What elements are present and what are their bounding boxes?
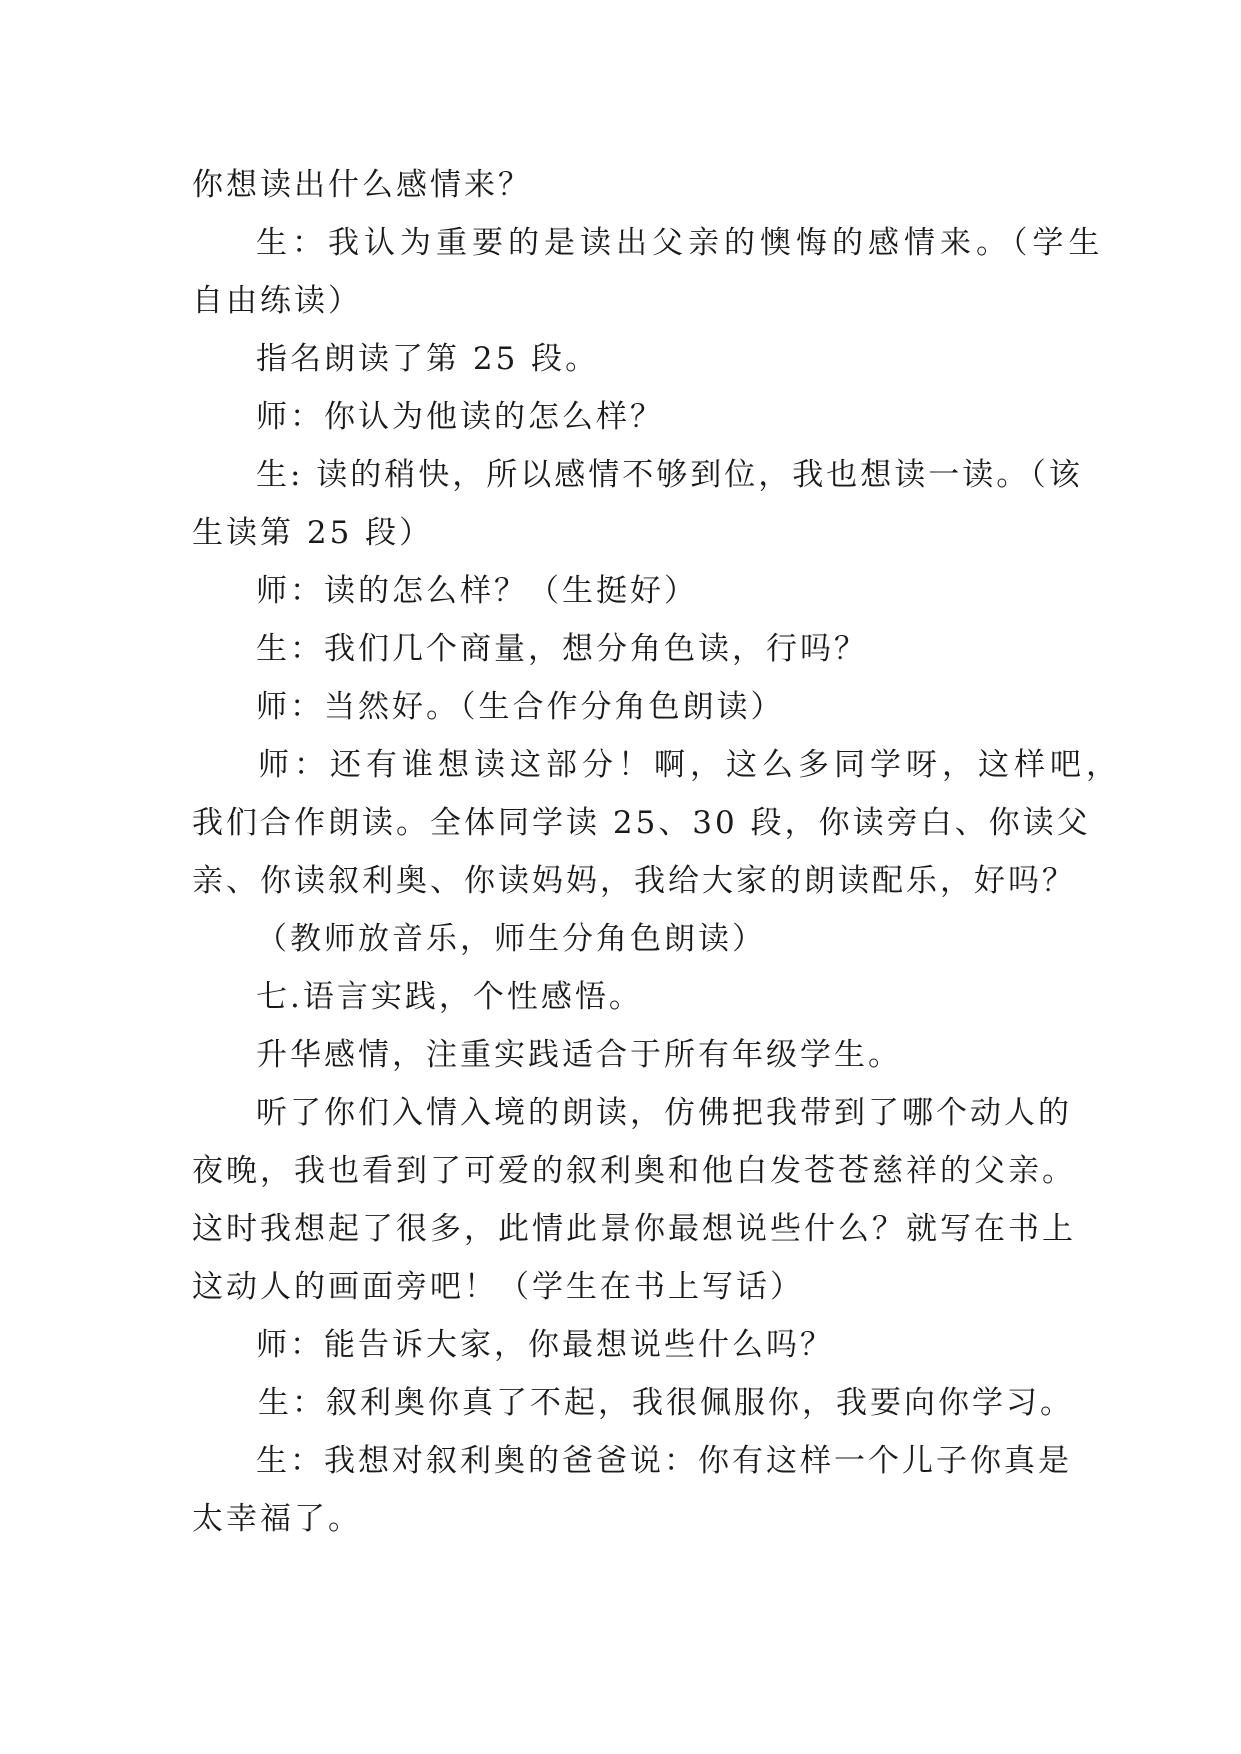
text-line: 七.语言实践，个性感悟。 — [256, 979, 643, 1015]
text-line: 师：你认为他读的怎么样？ — [256, 399, 664, 435]
text-line: 生：我们几个商量，想分角色读，行吗？ — [256, 631, 868, 667]
text-line: 师：还有谁想读这部分！啊，这么多同学呀，这样吧， — [258, 747, 1122, 783]
text-line: 师：读的怎么样？（生挺好） — [256, 573, 698, 609]
text-line: 师：能告诉大家，你最想说些什么吗？ — [256, 1327, 834, 1363]
text-line: 太幸福了。 — [192, 1501, 362, 1537]
text-line: 生：我认为重要的是读出父亲的懊悔的感情来。（学生 — [256, 225, 1105, 261]
text-line: 自由练读） — [192, 283, 362, 319]
text-line: 指名朗读了第 25 段。 — [256, 341, 600, 377]
text-line: 夜晚，我也看到了可爱的叙利奥和他白发苍苍慈祥的父亲。 — [192, 1153, 1076, 1189]
text-line: 师：当然好。（生合作分角色朗读） — [256, 689, 785, 725]
text-line: 亲、你读叙利奥、你读妈妈，我给大家的朗读配乐，好吗？ — [192, 863, 1076, 899]
text-line: 听了你们入情入境的朗读，仿佛把我带到了哪个动人的 — [256, 1095, 1072, 1131]
text-line: 你想读出什么感情来？ — [192, 167, 532, 203]
text-line: 生: 读的稍快，所以感情不够到位，我也想读一读。（该 — [256, 457, 1083, 493]
text-line: 生：叙利奥你真了不起，我很佩服你，我要向你学习。 — [258, 1385, 1074, 1421]
text-line: 升华感情，注重实践适合于所有年级学生。 — [256, 1037, 902, 1073]
text-line: （教师放音乐，师生分角色朗读） — [256, 921, 766, 957]
text-line: 我们合作朗读。全体同学读 25、30 段，你读旁白、你读父 — [192, 805, 1091, 841]
text-line: 这动人的画面旁吧！（学生在书上写话） — [192, 1269, 804, 1305]
text-line: 生：我想对叙利奥的爸爸说：你有这样一个儿子你真是 — [256, 1443, 1072, 1479]
text-line: 这时我想起了很多，此情此景你最想说些什么？就写在书上 — [192, 1211, 1076, 1247]
text-line: 生读第 25 段） — [192, 515, 434, 551]
